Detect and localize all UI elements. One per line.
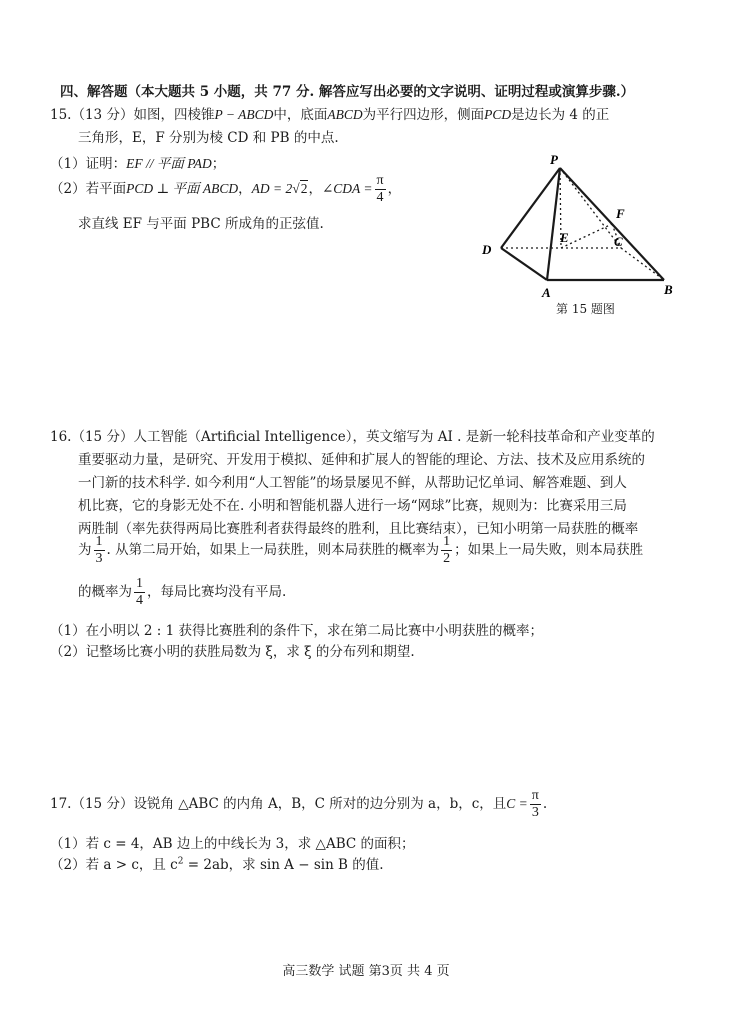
label-a: A [542,285,551,300]
label-f: F [616,206,625,221]
label-e: E [560,230,569,245]
label-b: B [664,282,673,297]
q16-line1: 16.（15 分）人工智能（Artificial Intelligence），英文缩写为 AI . 是新一轮科技革命和产业变革的 [50,429,655,445]
q17-part1: （1）若 c = 4，AB 边上的中线长为 3，求 △ABC 的面积； [50,836,415,852]
q16-part2: （2）记整场比赛小明的获胜局数为 ξ，求 ξ 的分布列和期望. [50,644,415,660]
page-footer: 高三数学 试题 第3页 共 4 页 [282,964,450,979]
q16-line2: 重要驱动力量，是研究、开发用于模拟、延伸和扩展人的智能的理论、方法、技术及应用系统的 [78,452,645,468]
q15-part1: （1）证明：EF // 平面 PAD； [50,156,226,172]
q17-part2: （2）若 a > c，且 $c^2 = 2ab$，求 sin A − sin B 的值. [50,856,384,873]
figure-caption: 第 15 题图 [556,302,615,316]
q15-part2-line2: 求直线 EF 与平面 PBC 所成角的正弦值. [78,216,324,232]
q16-line6: 为 $\frac{1}{3}$ . 从第二局开始，如果上一局获胜，则本局获胜的概率为 $\frac{1}{2}$ ；如果上一局失败，则本局获胜 [78,534,644,566]
label-c: C [614,234,623,249]
q16-line5: 两胜制（率先获得两局比赛胜利者获得最终的胜利，且比赛结束），已知小明第一局获胜的概率 [78,521,639,537]
q16-line3: 一门新的技术科学. 如今利用“人工智能”的场景屡见不鲜，从帮助记忆单词、解答难题、到人 [78,475,627,491]
label-d: D [482,242,492,257]
q17-line1: 17.（15 分）设锐角 △ABC 的内角 A，B，C 所对的边分别为 a，b，c，且C = $\frac{\pi}{3}$ . [50,788,548,820]
q16-part1: （1）在小明以 2 : 1 获得比赛胜利的条件下，求在第二局比赛中小明获胜的概率； [50,623,543,639]
q16-line4: 机比赛，它的身影无处不在. 小明和智能机器人进行一场“网球”比赛，规则为：比赛采用三局 [78,498,627,514]
q15-line2: 三角形，E，F 分别为棱 CD 和 PB 的中点. [78,130,339,146]
label-p: P [550,152,558,167]
q15-figure [478,150,688,320]
q15-part2: （2）若平面PCD ⊥ 平面 ABCD，AD = 2√2，∠CDA = $\frac{\pi}{4}$ ， [50,173,402,205]
q16-line7: 的概率为 $\frac{1}{4}$ ，每局比赛均没有平局. [78,576,287,608]
pyramid-diagram [478,150,688,320]
q15-line1: 15.（13 分）如图，四棱锥P − ABCD中，底面ABCD为平行四边形，侧面PCD是边长为 4 的正 [50,107,610,123]
section-heading: 四、解答题（本大题共 5 小题，共 77 分. 解答应写出必要的文字说明、证明过程或演算步骤.） [60,84,635,100]
